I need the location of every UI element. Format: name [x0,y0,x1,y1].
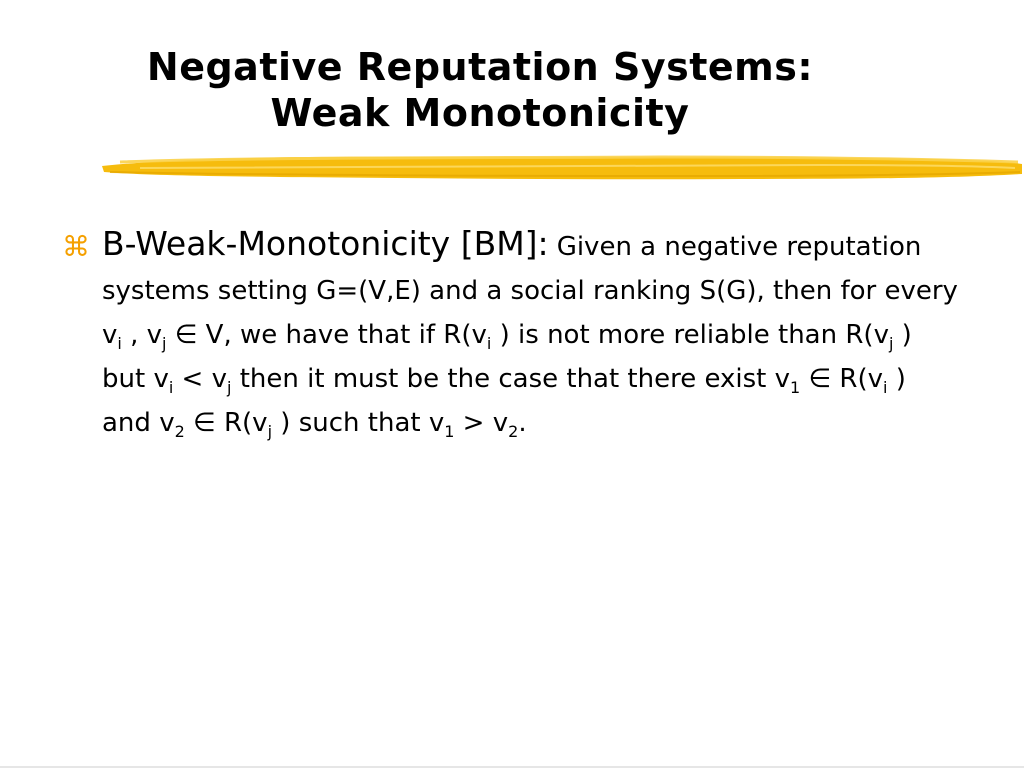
sub: 1 [790,378,801,397]
sub: 1 [444,422,455,441]
element-of: ∈ [800,364,840,394]
var: v [252,408,268,438]
bullet-item [62,222,962,445]
sub: j [227,378,232,397]
sub: 2 [508,422,519,441]
element-of: ∈ [184,408,224,438]
period: . [518,408,527,438]
title-line-1: Negative Reputation Systems: [146,45,814,89]
slide-title [60,44,900,136]
var: v [153,364,169,394]
paren: ) [491,320,510,350]
var: v [211,364,228,394]
paren: ) [272,408,291,438]
title-underline-brushstroke [100,148,1024,188]
sub: i [486,334,492,353]
sub: i [117,334,122,353]
sub: i [883,378,888,397]
less-than: < [173,364,212,394]
var: v [471,320,487,350]
var: v [146,320,163,350]
var: v [428,408,445,438]
var: v [873,320,889,350]
text-segment: and [102,408,160,438]
sub: i [168,378,174,397]
definition-term: B-Weak-Monotonicity [BM]: [102,224,549,263]
reliability-fn: R( [443,320,472,350]
element-of: ∈ [166,320,206,350]
var: v [774,364,791,394]
sub: j [162,334,167,353]
title-line-2: Weak Monotonicity [270,91,690,135]
comma: , [121,320,147,350]
paren: ) [887,364,906,394]
var: v [102,320,118,350]
text-segment: then it must be the case that there exist [231,364,775,394]
var: v [159,408,175,438]
sub: j [267,422,273,441]
reliability-fn: R( [223,408,253,438]
z-bullet-icon: ⌘ [62,230,90,263]
sub: 2 [174,422,185,441]
paren: ) [893,320,912,350]
sub: j [888,334,894,353]
text-segment: such that [290,408,429,438]
greater-than: > [454,408,493,438]
reliability-fn: R( [839,364,868,394]
text-segment: but [102,364,154,394]
bullet-text [102,222,962,445]
text-segment: V, we have that if [205,320,444,350]
var: v [492,408,509,438]
reliability-fn: R( [845,320,874,350]
var: v [867,364,884,394]
text-segment: is not more reliable than [509,320,846,350]
text-segment: Given a negative reputation systems setting G=(V,E) and a social ranking S(G), then for every [102,232,958,306]
